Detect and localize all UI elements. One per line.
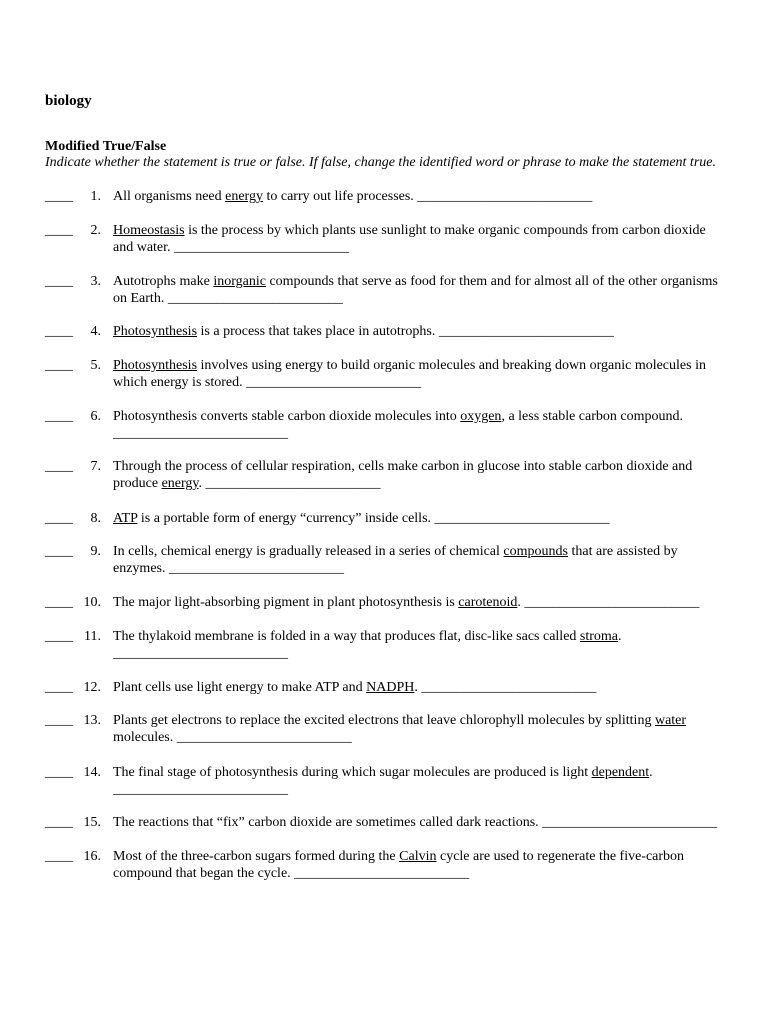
- question-text-before: Plants get electrons to replace the excited electrons that leave chlorophyll molecules by splitting: [113, 713, 655, 728]
- identified-term: dependent: [591, 765, 650, 780]
- question-text-after: . _________________________: [517, 595, 700, 610]
- question-text-after: . _________________________: [113, 629, 622, 661]
- question-text-after: is a portable form of energy “currency” inside cells. _________________________: [137, 511, 610, 526]
- identified-term: inorganic: [213, 274, 266, 289]
- identified-term: oxygen: [460, 409, 502, 424]
- answer-blank[interactable]: ____: [45, 595, 73, 610]
- question-text-after: involves using energy to build organic molecules and breaking down organic molecules in which energy is stored. _________________________: [113, 358, 706, 390]
- identified-term: Photosynthesis: [113, 358, 198, 373]
- question-text: [113, 679, 725, 696]
- question-text-after: . _________________________: [113, 765, 653, 797]
- question-text-before: All organisms need: [113, 189, 226, 204]
- question-text: [113, 764, 725, 798]
- answer-blank[interactable]: ____: [45, 223, 73, 238]
- identified-term: Photosynthesis: [113, 324, 198, 339]
- question-text-after: cycle are used to regenerate the five-carbon compound that began the cycle. _________________________: [113, 849, 685, 881]
- question-text-before: Autotrophs make: [113, 274, 214, 289]
- question-text-after: , a less stable carbon compound. _________________________: [113, 409, 683, 441]
- question-number: 4.: [90, 324, 101, 339]
- answer-blank[interactable]: ____: [45, 849, 73, 864]
- question-text-after: compounds that serve as food for them and for almost all of the other organisms on Earth. _________________________: [113, 274, 718, 306]
- question-number: 14.: [83, 765, 101, 780]
- question-text: [113, 712, 725, 746]
- answer-blank[interactable]: ____: [45, 409, 73, 424]
- question-number: 15.: [83, 815, 101, 830]
- answer-blank[interactable]: ____: [45, 680, 73, 695]
- question-number: 5.: [90, 358, 101, 373]
- answer-blank[interactable]: ____: [45, 189, 73, 204]
- identified-term: energy: [225, 189, 263, 204]
- identified-term: stroma: [579, 629, 619, 644]
- question-text: [113, 814, 725, 831]
- question-text: [113, 594, 725, 611]
- question-text-after: that are assisted by enzymes. _________________________: [113, 544, 678, 576]
- identified-term: energy: [161, 476, 199, 491]
- question-number: 6.: [90, 409, 101, 424]
- question-text: [113, 458, 725, 492]
- question-text: [113, 222, 725, 256]
- question-text-after: is the process by which plants use sunlight to make organic compounds from carbon dioxide and water. _________________________: [113, 223, 706, 255]
- question-number: 9.: [90, 544, 101, 559]
- answer-blank[interactable]: ____: [45, 511, 73, 526]
- question-text: [113, 543, 725, 577]
- identified-term: NADPH: [366, 680, 415, 695]
- question-number: 1.: [90, 189, 101, 204]
- identified-term: water: [654, 713, 687, 728]
- question-text-after: is a process that takes place in autotrophs. _________________________: [197, 324, 614, 339]
- question-text-before: The thylakoid membrane is folded in a way that produces flat, disc-like sacs called: [113, 629, 580, 644]
- question-text: [113, 357, 725, 391]
- question-text-after: . _________________________: [414, 680, 597, 695]
- question-number: 12.: [83, 680, 101, 695]
- question-text-after: . _________________________: [198, 476, 381, 491]
- question-number: 2.: [90, 223, 101, 238]
- document-title: biology: [45, 93, 92, 109]
- question-number: 7.: [90, 459, 101, 474]
- question-text-before: Plant cells use light energy to make ATP and: [113, 680, 367, 695]
- question-text-after: molecules. _________________________: [113, 730, 352, 745]
- answer-blank[interactable]: ____: [45, 765, 73, 780]
- question-number: 16.: [83, 849, 101, 864]
- identified-term: ATP: [113, 511, 138, 526]
- answer-blank[interactable]: ____: [45, 459, 73, 474]
- instructions-text: Indicate whether the statement is true or false. If false, change the identified word or phrase to make the statement true.: [45, 155, 716, 170]
- question-number: 13.: [83, 713, 101, 728]
- question-text-before: The final stage of photosynthesis during which sugar molecules are produced is light: [113, 765, 592, 780]
- question-text: [113, 273, 725, 307]
- question-text-before: Most of the three-carbon sugars formed during the: [113, 849, 400, 864]
- answer-blank[interactable]: ____: [45, 629, 73, 644]
- question-text: [113, 848, 725, 882]
- identified-term: Homeostasis: [113, 223, 185, 238]
- identified-term: Calvin: [399, 849, 437, 864]
- question-number: 3.: [90, 274, 101, 289]
- question-text-before: The reactions that “fix” carbon dioxide are sometimes called dark reactions. _________________________: [113, 815, 718, 830]
- question-number: 11.: [84, 629, 101, 644]
- question-text-before: Photosynthesis converts stable carbon dioxide molecules into: [113, 409, 461, 424]
- question-text: [113, 408, 725, 442]
- answer-blank[interactable]: ____: [45, 324, 73, 339]
- answer-blank[interactable]: ____: [45, 544, 73, 559]
- answer-blank[interactable]: ____: [45, 358, 73, 373]
- answer-blank[interactable]: ____: [45, 815, 73, 830]
- identified-term: compounds: [503, 544, 568, 559]
- question-number: 10.: [83, 595, 101, 610]
- question-text-before: Through the process of cellular respiration, cells make carbon in glucose into stable carbon dioxide and produce: [113, 459, 693, 491]
- question-text-after: to carry out life processes. _________________________: [262, 189, 593, 204]
- section-heading: Modified True/False: [45, 139, 167, 154]
- question-text: [113, 628, 725, 662]
- question-text-before: The major light-absorbing pigment in plant photosynthesis is: [113, 595, 459, 610]
- question-text: [113, 188, 725, 205]
- identified-term: carotenoid: [458, 595, 518, 610]
- question-text: [113, 510, 725, 527]
- question-number: 8.: [90, 511, 101, 526]
- question-text-before: In cells, chemical energy is gradually released in a series of chemical: [113, 544, 504, 559]
- answer-blank[interactable]: ____: [45, 274, 73, 289]
- question-text: [113, 323, 725, 340]
- answer-blank[interactable]: ____: [45, 713, 73, 728]
